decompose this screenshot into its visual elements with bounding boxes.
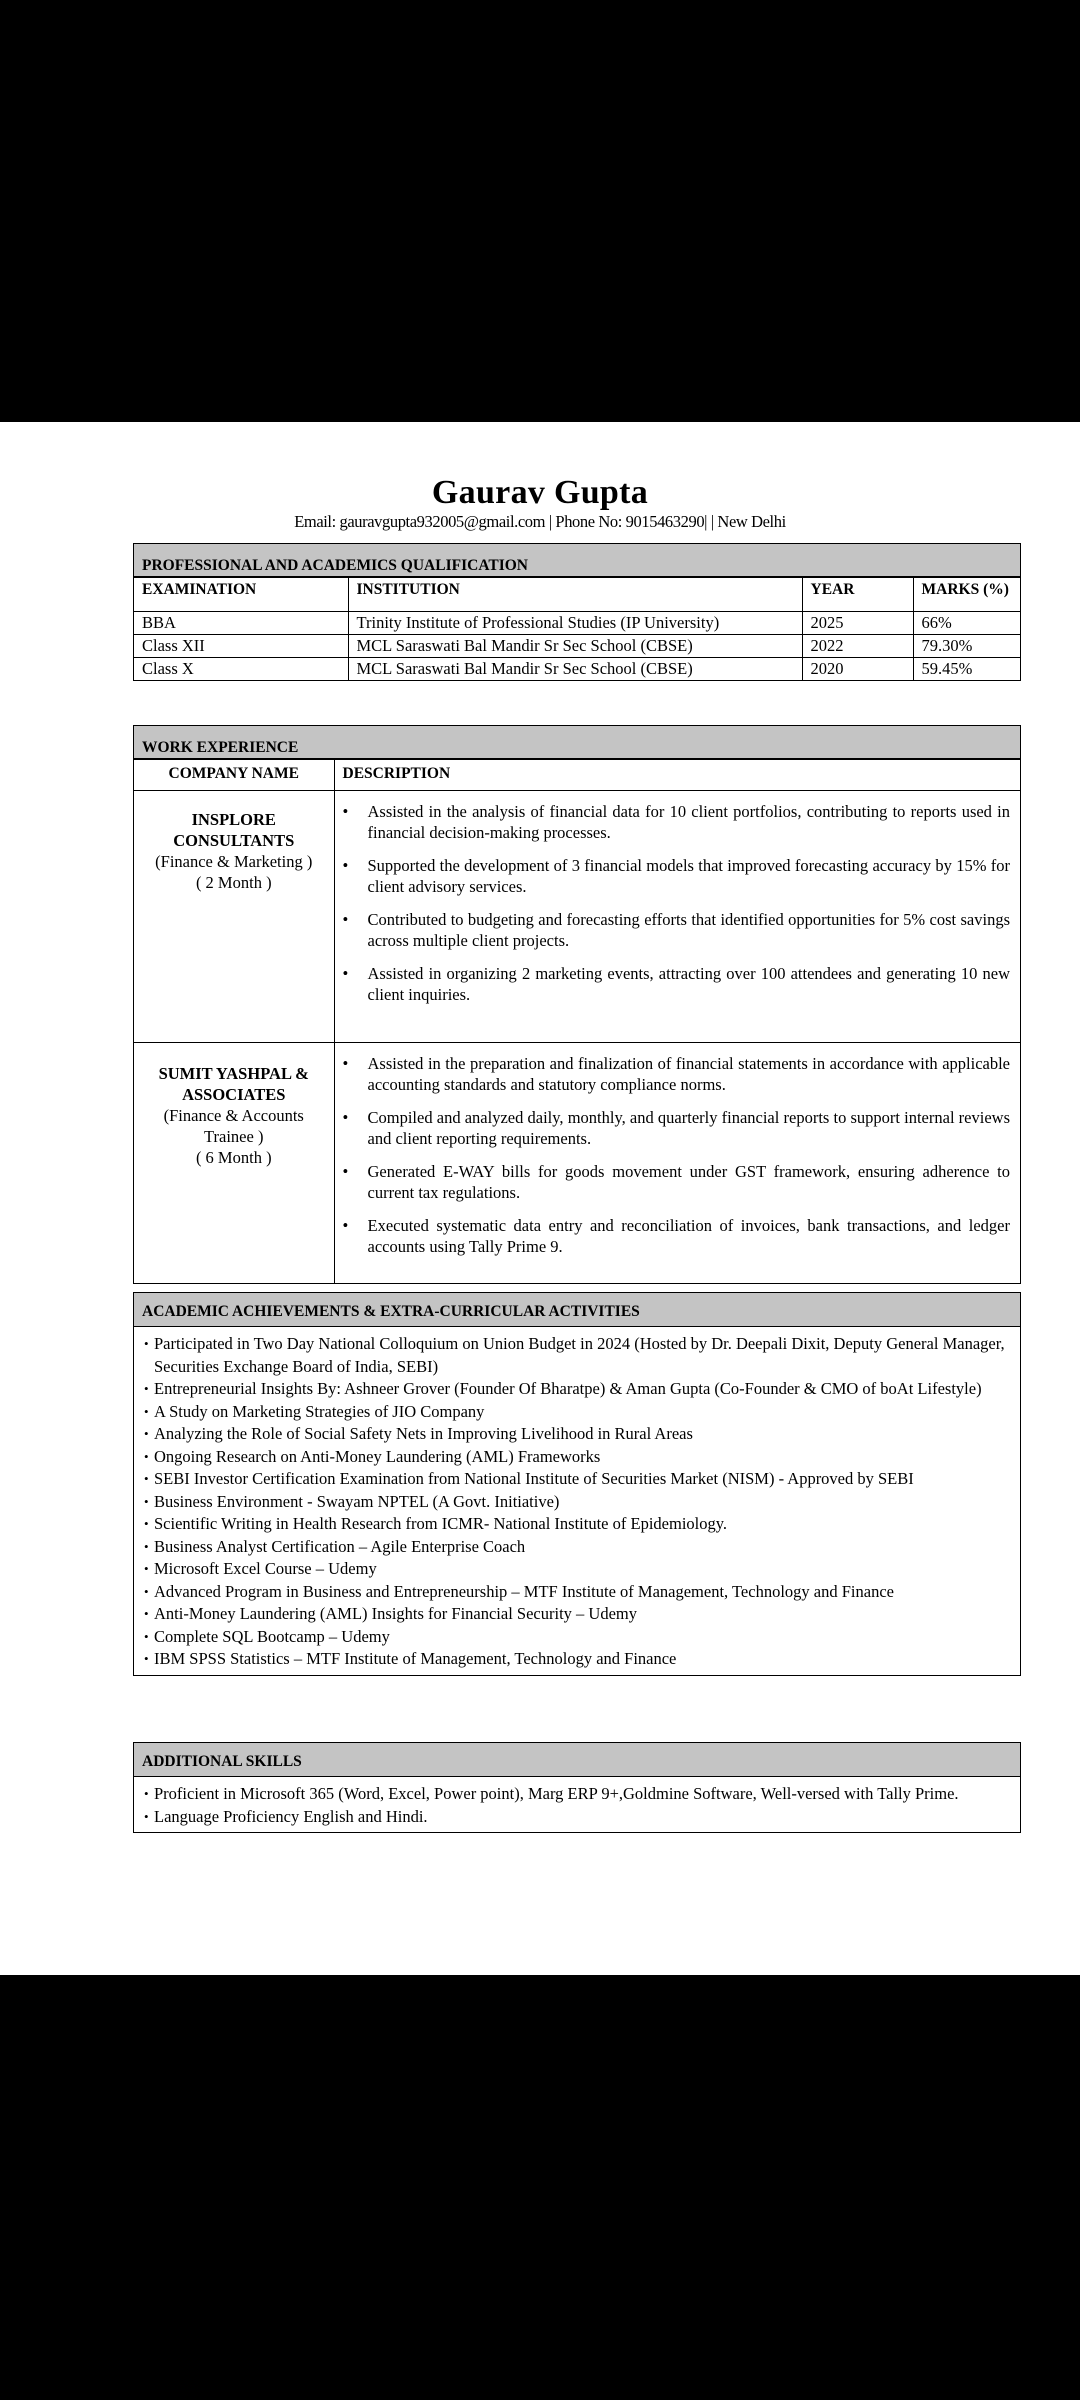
column-header: EXAMINATION [134,578,348,612]
company-cell [134,791,334,1043]
skills-section [133,1742,1021,1833]
list-item: • Scientific Writing in Health Research from ICMR- National Institute of Epidemiology. [144,1513,1010,1536]
company-role: (Finance & Accounts Trainee ) [163,1106,304,1146]
table-row [134,635,1020,658]
list-item: • Participated in Two Day National Colloquium on Union Budget in 2024 (Hosted by Dr. Deepali Dixit, Deputy General Manager, Securities Exchange Board of India, SEBI) [144,1333,1010,1378]
company-name: SUMIT YASHPAL & ASSOCIATES [158,1064,309,1104]
list-item: • Assisted in the preparation and finalization of financial statements in accordance with applicable accounting standards and statutory compliance norms. [335,1053,1011,1095]
company-duration: ( 6 Month ) [195,1148,272,1167]
table-cell: Class X [134,658,348,681]
company-role: (Finance & Marketing ) [155,852,313,871]
achievements-section [133,1292,1021,1676]
table-cell: 2022 [802,635,913,658]
list-item: • Ongoing Research on Anti-Money Laundering (AML) Frameworks [144,1446,1010,1469]
list-item: • Language Proficiency English and Hindi. [144,1806,1010,1829]
education-section [133,543,1021,681]
skills-list [134,1777,1020,1832]
description-list [335,801,1011,1005]
skills-heading: ADDITIONAL SKILLS [134,1743,1020,1777]
table-cell: BBA [134,612,348,635]
work-section [133,725,1021,1284]
company-cell [134,1043,334,1284]
work-header-row [134,760,1020,791]
contact-line: Email: gauravgupta932005@gmail.com | Phone No: 9015463290| | New Delhi [294,512,786,531]
list-item: • Assisted in organizing 2 marketing events, attracting over 100 attendees and generating 10 new client inquiries. [335,963,1011,1005]
table-cell: MCL Saraswati Bal Mandir Sr Sec School (CBSE) [348,635,802,658]
description-list [335,1053,1011,1257]
list-item: • Proficient in Microsoft 365 (Word, Excel, Power point), Marg ERP 9+,Goldmine Software, Well-versed with Tally Prime. [144,1783,1010,1806]
list-item: • IBM SPSS Statistics – MTF Institute of Management, Technology and Finance [144,1648,1010,1671]
list-item: • Anti-Money Laundering (AML) Insights for Financial Security – Udemy [144,1603,1010,1626]
table-row [134,658,1020,681]
list-item: • Entrepreneurial Insights By: Ashneer Grover (Founder Of Bharatpe) & Aman Gupta (Co-Founder & CMO of boAt Lifestyle) [144,1378,1010,1401]
table-cell: Class XII [134,635,348,658]
column-header: DESCRIPTION [334,760,1020,791]
description-cell [334,1043,1020,1284]
list-item: • Assisted in the analysis of financial data for 10 client portfolios, contributing to reports used in financial decision-making processes. [335,801,1011,843]
education-heading: PROFESSIONAL AND ACADEMICS QUALIFICATION [134,544,1020,577]
column-header: COMPANY NAME [134,760,334,791]
table-cell: Trinity Institute of Professional Studies (IP University) [348,612,802,635]
list-item: • SEBI Investor Certification Examination from National Institute of Securities Market (NISM) - Approved by SEBI [144,1468,1010,1491]
list-item: • Generated E-WAY bills for goods movement under GST framework, ensuring adherence to current tax regulations. [335,1161,1011,1203]
candidate-name: Gaurav Gupta [431,474,649,511]
list-item: • Complete SQL Bootcamp – Udemy [144,1626,1010,1649]
table-cell: 59.45% [913,658,1020,681]
column-header: YEAR [802,578,913,612]
table-row [134,612,1020,635]
job-row [134,1043,1020,1284]
company-name: INSPLORE CONSULTANTS [173,810,295,850]
list-item: • A Study on Marketing Strategies of JIO Company [144,1401,1010,1424]
table-cell: 79.30% [913,635,1020,658]
work-heading: WORK EXPERIENCE [134,726,1020,759]
list-item: • Advanced Program in Business and Entrepreneurship – MTF Institute of Management, Technology and Finance [144,1581,1010,1604]
list-item: • Supported the development of 3 financial models that improved forecasting accuracy by 15% for client advisory services. [335,855,1011,897]
list-item: • Analyzing the Role of Social Safety Nets in Improving Livelihood in Rural Areas [144,1423,1010,1446]
job-row [134,791,1020,1043]
achievements-heading: ACADEMIC ACHIEVEMENTS & EXTRA-CURRICULAR ACTIVITIES [134,1293,1020,1327]
list-item: • Contributed to budgeting and forecasting efforts that identified opportunities for 5% cost savings across multiple client projects. [335,909,1011,951]
work-table [134,759,1020,1283]
list-item: • Business Environment - Swayam NPTEL (A Govt. Initiative) [144,1491,1010,1514]
education-header-row [134,578,1020,612]
list-item: • Executed systematic data entry and reconciliation of invoices, bank transactions, and ledger accounts using Tally Prime 9. [335,1215,1011,1257]
company-duration: ( 2 Month ) [195,873,272,892]
achievements-list [134,1327,1020,1675]
table-cell: 2020 [802,658,913,681]
table-cell: 2025 [802,612,913,635]
list-item: • Business Analyst Certification – Agile Enterprise Coach [144,1536,1010,1559]
list-item: • Microsoft Excel Course – Udemy [144,1558,1010,1581]
education-table [134,577,1020,680]
list-item: • Compiled and analyzed daily, monthly, and quarterly financial reports to support internal reviews and client reporting requirements. [335,1107,1011,1149]
column-header: MARKS (%) [913,578,1020,612]
resume-page [0,422,1080,1975]
description-cell [334,791,1020,1043]
column-header: INSTITUTION [348,578,802,612]
table-cell: 66% [913,612,1020,635]
table-cell: MCL Saraswati Bal Mandir Sr Sec School (CBSE) [348,658,802,681]
